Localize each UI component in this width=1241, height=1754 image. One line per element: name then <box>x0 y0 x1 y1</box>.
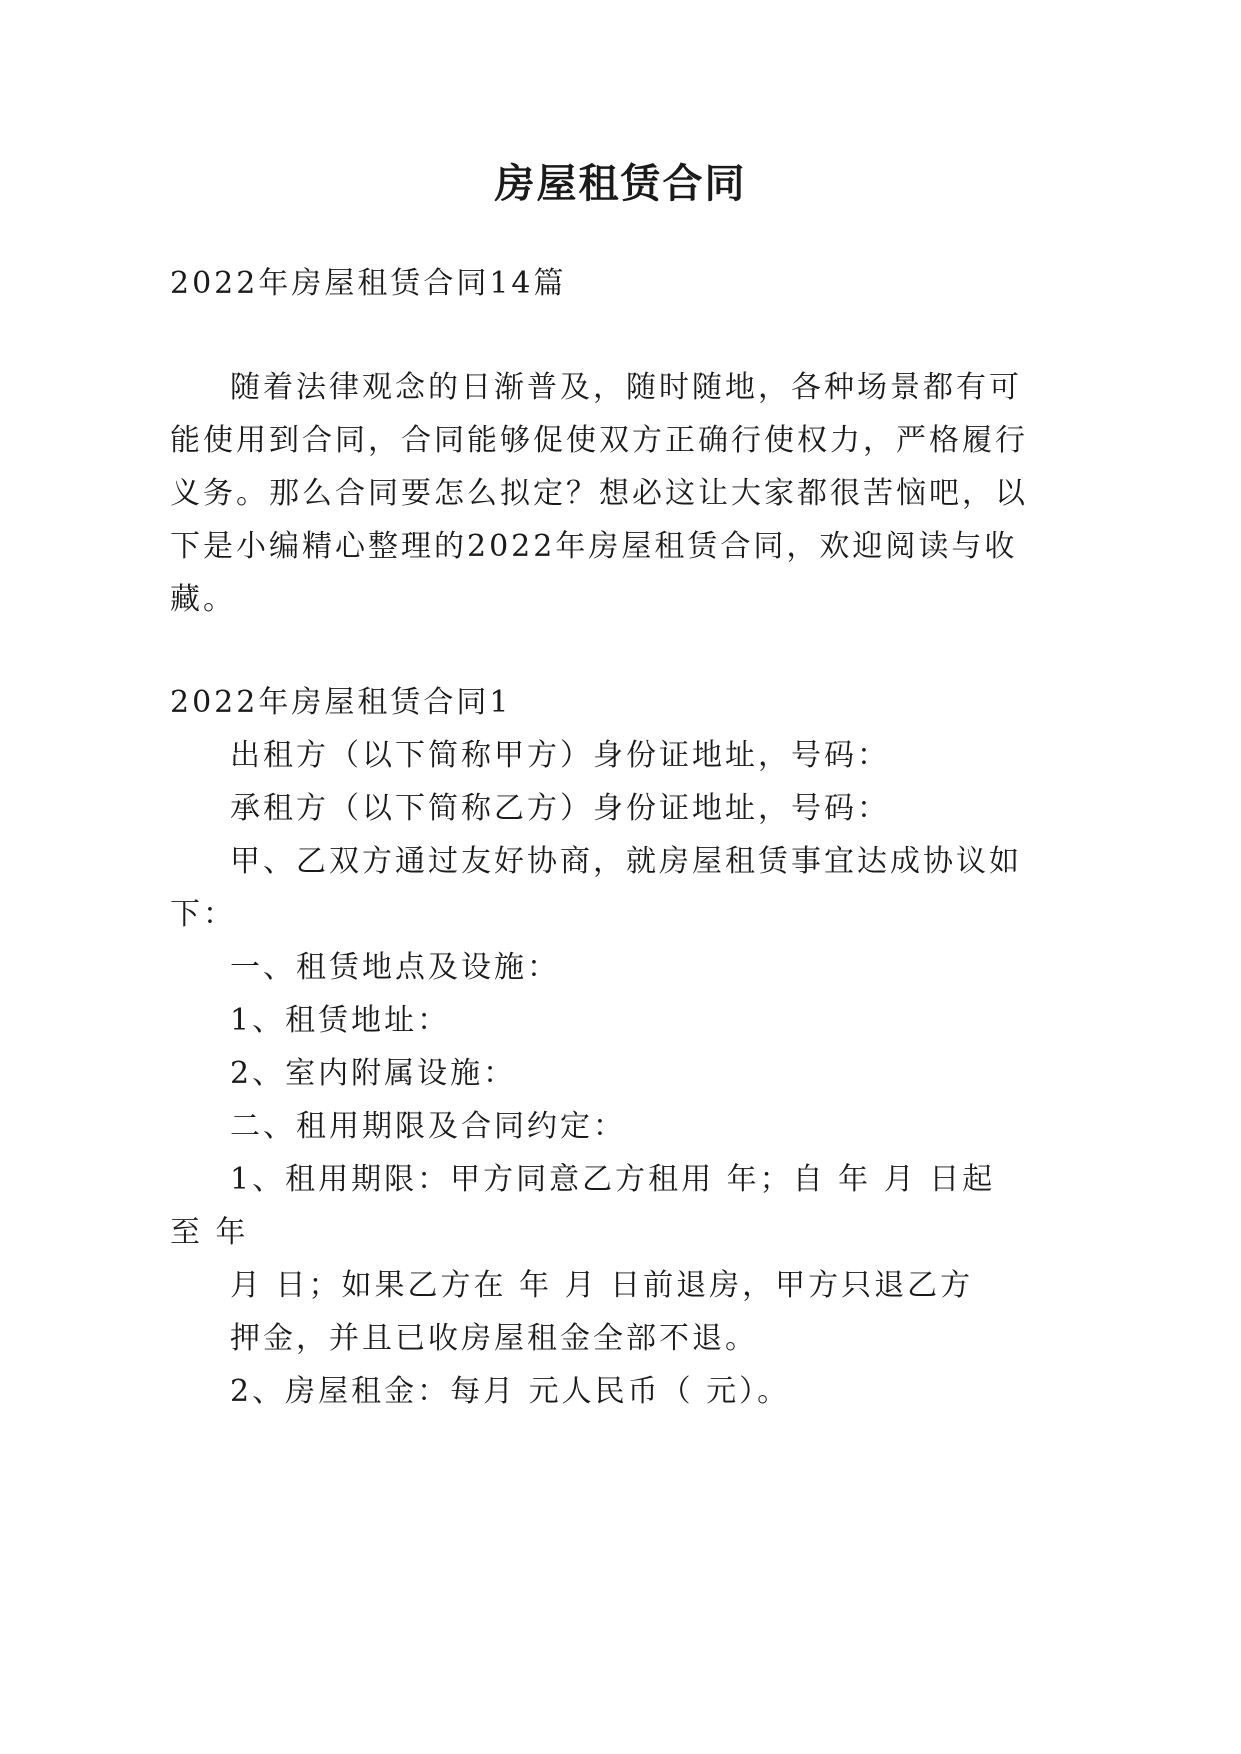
section-heading: 2022年房屋租赁合同1 <box>170 685 512 720</box>
clause-line: 二、租用期限及合同约定： <box>230 1109 626 1144</box>
intro-line: 随着法律观念的日渐普及，随时随地，各种场景都有可 <box>230 370 1022 405</box>
clause-line: 押金，并且已收房屋租金全部不退。 <box>230 1321 758 1356</box>
clause-line: 2、室内附属设施： <box>230 1056 517 1091</box>
clause-line: 一、租赁地点及设施： <box>230 950 560 985</box>
clause-line: 1、租赁地址： <box>230 1003 451 1038</box>
clause-line: 1、租用期限：甲方同意乙方租用 年；自 年 月 日起 <box>230 1162 996 1197</box>
intro-line: 下是小编精心整理的2022年房屋租赁合同，欢迎阅读与收 <box>170 529 1018 564</box>
clause-line: 月 日；如果乙方在 年 月 日前退房，甲方只退乙方 <box>230 1268 974 1303</box>
clause-line: 下： <box>170 897 236 932</box>
clause-line: 承租方（以下简称乙方）身份证地址，号码： <box>230 791 890 826</box>
intro-line: 义务。那么合同要怎么拟定？想必这让大家都很苦恼吧，以 <box>170 476 1028 511</box>
clause-line: 2、房屋租金：每月 元人民币（ 元）。 <box>230 1374 791 1409</box>
intro-line: 能使用到合同，合同能够促使双方正确行使权力，严格履行 <box>170 423 1028 458</box>
clause-line: 出租方（以下简称甲方）身份证地址，号码： <box>230 738 890 773</box>
clause-line: 甲、乙双方通过友好协商，就房屋租赁事宜达成协议如 <box>230 844 1022 879</box>
clause-line: 至 年 <box>170 1215 249 1250</box>
intro-line: 藏。 <box>170 582 236 617</box>
document-subtitle: 2022年房屋租赁合同14篇 <box>170 266 567 301</box>
document-title: 房屋租赁合同 <box>494 161 747 207</box>
